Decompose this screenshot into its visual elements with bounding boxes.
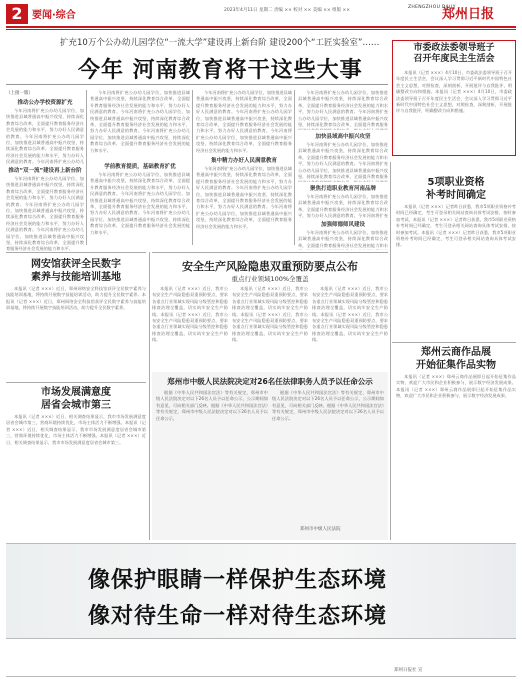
column-divider xyxy=(86,90,87,245)
section-rule xyxy=(152,252,388,253)
column-divider xyxy=(149,252,150,540)
lead-column-4 xyxy=(298,90,388,250)
lead-text: 今年河南将扩充公办幼儿园学位，加快推进县域普通高中振兴攻坚，持续深化教育综合改革，全面提升教育服务经济社会发展的能力和水平，努力办好人民满意的教育。今年河南将扩充公办幼儿园学位，加快推进县域普通高中振兴攻坚，持续深化教育综合改革，全面提升教育服务经济社会发展的能力和水平，努力办好人民满意的教育。今年河南将扩充公办幼儿园学位，加快推进县域普通高中振兴攻坚，持续深化教育综合改革，全面提升教育服务经济社会发展的能力和水平。 xyxy=(90,172,190,235)
lead-headline: 今年 河南教育将干这些大事 xyxy=(78,57,363,83)
section-rule xyxy=(6,252,146,253)
section-title: 要闻·综合 xyxy=(32,10,76,21)
lead-text: 今年河南将扩充公办幼儿园学位，加快推进县域普通高中振兴攻坚，持续深化教育综合改革，全面提升教育服务经济社会发展的能力和水平，努力办好人民满意的教育。今年河南将扩充公办幼儿园学位，加快推进县域普通高中振兴攻坚，持续深化教育综合改革，全面提升教育服务经济社会发展的能力和水平，努力办好人民满意的教育。今年河南将扩充公办幼儿园学位，加快推进县域普通高中振兴攻坚，持续深化教育综合改革，全面提升教育服务经济社会发展的能力和水平。 xyxy=(6,176,84,252)
right-box-text: 本报讯（记者 ×××）4月10日，市委政法委领导班子召开年度民主生活会，会议深入学习贯彻习近平新时代中国特色社会主义思想，对照检查，深刻剖析，开展批评与自我批评，明确整改方向和措施。本报讯（记者 ×××）4月10日，市委政法委领导班子召开年度民主生活会，会议深入学习贯彻习近平新时代中国特色社会主义思想，对照检查，深刻剖析，开展批评与自我批评，明确整改方向和措施。 xyxy=(396,70,512,114)
lead-column-3 xyxy=(196,90,292,250)
banner-line-1: 像保护眼睛一样保护生态环境 xyxy=(88,567,388,593)
column-divider xyxy=(192,90,193,245)
library-title-line1: 网安馆获评全民数字 xyxy=(31,259,121,270)
banner-credit: 郑州日报社 宣 xyxy=(394,668,423,673)
lead-text: 今年河南将扩充公办幼儿园学位，加快推进县域普通高中振兴攻坚，持续深化教育综合改革，全面提升教育服务经济社会发展的能力和水平，努力办好人民满意的教育。今年河南将扩充公办幼儿园学位，加快推进县域普通高中振兴攻坚，持续深化教育综合改革，全面提升教育服务经济社会发展的能力和水平，努力办好人民满意的教育。今年河南将扩充公办幼儿园学位，加快推进县域普通高中振兴攻坚，持续深化教育综合改革，全面提升教育服务经济社会发展的能力和水平。 xyxy=(196,90,292,153)
column-divider xyxy=(294,90,295,245)
right-box-title-line2: 召开年度民主生活会 xyxy=(413,54,495,64)
cloud-title-line2: 开始征集作品实物 xyxy=(416,360,496,371)
market-title-line1: 市场发展满意度 xyxy=(41,387,111,398)
notice-text: 根据《中华人民共和国法官法》等有关规定，郑州市中级人民法院决定对以下26名人员予以任命公示，公示期间如有意见，可向相关部门反映。根据《中华人民共和国法官法》等有关规定，郑州市中级人民法院决定对以下26名人员予以任命公示。 xyxy=(156,390,268,421)
lead-column-2 xyxy=(90,90,190,250)
cloud-title-line1: 郑州云商作品展 xyxy=(421,347,491,358)
lead-subhead: 聚焦打造职业教育河南品牌 xyxy=(309,186,376,192)
masthead-logo: 郑州日报 xyxy=(442,7,495,22)
header-rule-thin xyxy=(6,29,516,30)
safety-text: 本报讯（记者 ×××）近日，我市公布安全生产风险隐患双重预防要点，要求各重点行业领域实现风险分级管控和隐患排查治理全覆盖，切实筑牢安全生产防线。本报讯（记者 ×××）近日，我市公布安全生产风险隐患双重预防要点，要求各重点行业领域实现风险分级管控和隐患排查治理全覆盖，切实筑牢安全生产防线。 xyxy=(312,286,388,343)
dateline: 2023年4月11日 星期二 责编 ×× 校对 ×× 美编 ×× 组版 ×× xyxy=(224,8,351,13)
vocational-title-line2: 补考时间确定 xyxy=(426,190,486,201)
lead-kicker: 扩充10万个公办幼儿园学位“一流大学”建设再上新台阶 建设200个“工匠实验室”…… xyxy=(60,38,380,48)
library-text: 本报讯（记者 ×××）近日，郑州网络安全科技馆获评全民数字素养与技能培训基地，将持续开展数字技能培训活动，助力提升全民数字素养。本报讯（记者 ×××）近日，郑州网络安全科技馆获评全民数字素养与技能培训基地，将持续开展数字技能培训活动，助力提升全民数字素养。 xyxy=(6,286,146,311)
market-title xyxy=(6,386,146,412)
notice-text: 根据《中华人民共和国法官法》等有关规定，郑州市中级人民法院决定对以下26名人员予以任命公示，公示期间如有意见，可向相关部门反映。根据《中华人民共和国法官法》等有关规定，郑州市中级人民法院决定对以下26名人员予以任命公示。 xyxy=(272,390,384,421)
safety-subtitle: 重点行业领域100%全覆盖 xyxy=(231,275,309,283)
banner-line-2: 像对待生命一样对待生态环境 xyxy=(88,603,388,629)
lead-text: 今年河南将扩充公办幼儿园学位，加快推进县域普通高中振兴攻坚，持续深化教育综合改革，全面提升教育服务经济社会发展的能力和水平，努力办好人民满意的教育。今年河南将扩充公办幼儿园学位，加快推进县域普通高中振兴攻坚，持续深化教育综合改革，全面提升教育服务经济社会发展的能力和水平，努力办好人民满意的教育。今年河南将扩充公办幼儿园学位，加快推进县域普通高中振兴攻坚，持续深化教育综合改革，全面提升教育服务经济社会发展的能力和水平。 xyxy=(196,166,292,229)
masthead-english: ZHENGZHOU DAILY xyxy=(408,5,456,10)
footer-rule xyxy=(6,676,516,677)
lead-subhead: 推动“双一流”建设再上新台阶 xyxy=(8,168,82,174)
lead-text: 今年河南将扩充公办幼儿园学位，加快推进县域普通高中振兴攻坚，持续深化教育综合改革，全面提升教育服务经济社会发展的能力和水平，努力办好人民满意的教育。今年河南将扩充公办幼儿园学位，加快推进县域普通高中振兴攻坚，持续深化教育综合改革，全面提升教育服务经济社会发展的能力和水平，努力办好人民满意的教育。今年河南将扩充公办幼儿 xyxy=(6,108,84,164)
lead-subhead: 加强师德师风建设 xyxy=(320,222,365,228)
library-title xyxy=(6,258,146,284)
market-title-line2: 居省会城市第三 xyxy=(41,400,111,411)
library-title-line2: 素养与技能培训基地 xyxy=(31,272,121,283)
header-rule xyxy=(6,26,516,28)
vocational-text: 本报讯（记者 ×××）记者昨日获悉，我市5项职业资格补考时间已经确定，考生可登录相关网站查询具体考试安排，按时参加考试。本报讯（记者 ×××）记者昨日获悉，我市5项职业资格补考时间已经确定，考生可登录相关网站查询具体考试安排，按时参加考试。本报讯（记者 ×××）记者昨日获悉，我市5项职业资格补考时间已经确定，考生可登录相关网站查询具体考试安排。 xyxy=(396,204,516,248)
vocational-title xyxy=(396,176,516,202)
lead-text: 今年河南将扩充公办幼儿园学位，加快推进县域普通高中振兴攻坚，持续深化教育综合改革，全面提升教育服务经济社会发展的能力和水平，努力办好人民满意的教育。今年河南将扩充公办幼儿园学位，加快推进县域普通高中振兴攻坚，持续深化教育综合改革，全面提升教育服务 xyxy=(298,90,388,128)
lead-text: 今年河南将扩充公办幼儿园学位，加快推进县域普通高中振兴攻坚，持续深化教育综合改革，全面提升教育服务经济社会发展的能力和水平，努力办好人民满意的教育。今年河南将扩充 xyxy=(298,194,388,218)
page-number: 2 xyxy=(6,4,28,24)
lead-byline: （上接一版） xyxy=(6,91,33,96)
column-divider xyxy=(390,162,391,540)
notice-title: 郑州市中级人民法院决定对26名任法律职务人员予以任命公示 xyxy=(167,377,373,386)
lead-subhead: 推动公办学校资源扩充 xyxy=(17,100,73,106)
lead-subhead: 加快县域高中振兴攻坚 xyxy=(315,134,371,140)
right-box-title xyxy=(392,43,516,65)
cloud-title xyxy=(396,346,516,372)
lead-text: 今年河南将扩充公办幼儿园学位，加快推进县域普通高中振兴攻坚，持续深化教育综合改革，全面提升教育服务经济社会发展的能力和水 xyxy=(298,230,388,248)
lead-subhead: 集中精力办好人民满意教育 xyxy=(210,158,277,164)
vocational-title-line1: 5项职业资格 xyxy=(427,177,485,188)
section-rule xyxy=(6,382,146,383)
section-rule xyxy=(392,342,516,343)
headline-rule xyxy=(6,84,388,85)
safety-text: 本报讯（记者 ×××）近日，我市公布安全生产风险隐患双重预防要点，要求各重点行业领域实现风险分级管控和隐患排查治理全覆盖，切实筑牢安全生产防线。本报讯（记者 ×××）近日，我市公布安全生产风险隐患双重预防要点，要求各重点行业领域实现风险分级管控和隐患排查治理全覆盖，切实筑牢安全生产防线。 xyxy=(152,286,228,343)
market-text: 本报讯（记者 ×××）近日，相关调查结果显示，我市市场发展满意度居省会城市第三，营商环境持续优化，市场主体活力不断增强。本报讯（记者 ×××）近日，相关调查结果显示，我市市场发展满意度居省会城市第三，营商环境持续优化，市场主体活力不断增强。本报讯（记者 ×××）近日，相关调查结果显示，我市市场发展满意度居省会城市第三。 xyxy=(6,414,146,445)
right-box-title-line1: 市委政法委领导班子 xyxy=(413,43,495,53)
lead-text: 今年河南将扩充公办幼儿园学位，加快推进县域普通高中振兴攻坚，持续深化教育综合改革，全面提升教育服务经济社会发展的能力和水平，努力办好人民满意的教育。今年河南将扩充公办幼儿园学位，加快推进县域普通高中振兴攻坚，持续深化教育综合改革，全面提升教育服务 xyxy=(298,142,388,180)
safety-text: 本报讯（记者 ×××）近日，我市公布安全生产风险隐患双重预防要点，要求各重点行业领域实现风险分级管控和隐患排查治理全覆盖，切实筑牢安全生产防线。本报讯（记者 ×××）近日，我市公布安全生产风险隐患双重预防要点，要求各重点行业领域实现风险分级管控和隐患排查治理全覆盖，切实筑牢安全生产防线。 xyxy=(232,286,308,343)
lead-column-1 xyxy=(6,90,84,250)
lead-text: 今年河南将扩充公办幼儿园学位，加快推进县域普通高中振兴攻坚，持续深化教育综合改革，全面提升教育服务经济社会发展的能力和水平，努力办好人民满意的教育。今年河南将扩充公办幼儿园学位，加快推进县域普通高中振兴攻坚，持续深化教育综合改革，全面提升教育服务经济社会发展的能力和水平，努力办好人民满意的教育。今年河南将扩充公办幼儿园学位，加快推进县域普通高中振兴攻坚，持续深化教育综合改革，全面提升教育服务经济社会发展的能力和水平。 xyxy=(90,90,190,153)
lead-subhead: 学前教育提质，基础教育扩优 xyxy=(104,164,176,170)
safety-title: 安全生产风险隐患双重预防要点公布 xyxy=(182,260,358,273)
cloud-text: 本报讯（记者 ×××）郑州云商作品展即日起开始征集作品实物，欢迎广大市民和企业积极参与，展示数字经济发展成果。本报讯（记者 ×××）郑州云商作品展即日起开始征集作品实物，欢迎广大市民和企业积极参与，展示数字经济发展成果。 xyxy=(396,374,516,399)
notice-signoff: 郑州市中级人民法院 xyxy=(300,527,341,532)
